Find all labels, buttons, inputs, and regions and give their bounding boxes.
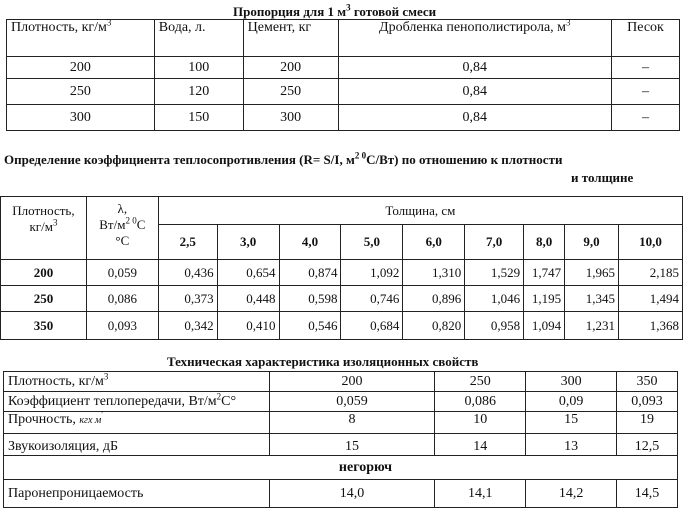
density-cell: 350 [1,312,87,340]
value-cell: 1,310 [403,260,465,286]
table-cell: 0,84 [338,57,612,79]
table-row [7,57,680,79]
lambda-cell: 0,093 [86,312,158,340]
value-cell: 1,195 [524,286,565,312]
density-cell: 200 [1,260,87,286]
table-row [7,105,680,131]
table-cell: 250 [435,372,526,392]
value-cell: 0,410 [217,312,279,340]
thickness-cell: 8,0 [524,225,565,260]
table-cell: 0,093 [617,392,678,412]
table-cell: 250 [7,79,155,105]
table-cell: 100 [154,57,243,79]
table-row [4,392,678,412]
header-water: Вода, л. [154,20,243,57]
table-cell: 14,5 [617,480,678,508]
density-cell: 250 [1,286,87,312]
table-cell: 250 [243,79,338,105]
table-cell: 300 [7,105,155,131]
thickness-cell: 10,0 [619,225,683,260]
value-cell: 0,342 [158,312,217,340]
table2-title: Определение коэффициента теплосопротивления (R= S/I, $м^{2 0}С/Вт$) по отношению к плотности [4,150,563,167]
value-cell: 2,185 [619,260,683,286]
table-row [4,412,678,434]
table-row [1,286,683,312]
thickness-cell: 5,0 [341,225,403,260]
table-cell: 14,2 [526,480,617,508]
lambda-cell: 0,059 [86,260,158,286]
table-cell: 200 [7,57,155,79]
table-cell: 8 [269,412,435,434]
table-cell: 0,059 [269,392,435,412]
value-cell: 1,345 [565,286,619,312]
header-sand: Песок [612,20,680,57]
value-cell: 1,094 [524,312,565,340]
value-cell: 1,092 [341,260,403,286]
table-cell: 19 [617,412,678,434]
table-cell: 200 [269,372,435,392]
row-label: Коэффициент теплопередачи, $Вт/м^2С^\circ$ [4,392,270,412]
value-cell: 0,874 [279,260,341,286]
table-row [7,79,680,105]
row-label: Плотность, $кг/м^3$ [4,372,270,392]
insulation-table [3,371,678,508]
header-polystyrene: Дробленка пенополистирола, $м^3$ [338,20,612,57]
table-cell: – [612,57,680,79]
value-cell: 1,368 [619,312,683,340]
lambda-cell: 0,086 [86,286,158,312]
table-row [4,434,678,456]
table-cell: 0,84 [338,105,612,131]
table-cell: 120 [154,79,243,105]
value-cell: 1,747 [524,260,565,286]
value-cell: 1,231 [565,312,619,340]
row-label: Звукоизоляция, дБ [4,434,270,456]
value-cell: 0,373 [158,286,217,312]
header-density: Плотность, $кг/м^3$ [1,197,87,260]
table-cell: 12,5 [617,434,678,456]
row-label: Паронепроницаемость [4,480,270,508]
table-cell: 150 [154,105,243,131]
header-cement: Цемент, кг [243,20,338,57]
value-cell: 0,896 [403,286,465,312]
value-cell: 0,654 [217,260,279,286]
resistance-table [0,196,683,340]
table-cell: 14,0 [269,480,435,508]
table-cell: 300 [243,105,338,131]
table-cell: – [612,79,680,105]
table-cell: 0,09 [526,392,617,412]
table-row [4,480,678,508]
table1-title: Пропорция для 1 $м^3$ готовой смеси [233,2,437,19]
table-cell: 15 [526,412,617,434]
value-cell: 0,448 [217,286,279,312]
table2-title-line2: и толщине [571,170,634,185]
table-row [4,456,678,480]
table-cell: – [612,105,680,131]
value-cell: 0,820 [403,312,465,340]
value-cell: 0,958 [465,312,524,340]
header-density: Плотность, $кг/м^3$ [7,20,155,57]
thickness-cell: 7,0 [465,225,524,260]
header-thickness: Толщина, см [158,197,682,225]
table-cell: 15 [269,434,435,456]
table-cell: 350 [617,372,678,392]
row-label: Прочность, кгх м' [4,412,270,434]
thickness-cell: 3,0 [217,225,279,260]
thickness-cell: 2,5 [158,225,217,260]
table-row [1,260,683,286]
table3-title: Техническая характеристика изоляционных свойств [167,354,479,369]
thickness-cell: 4,0 [279,225,341,260]
value-cell: 1,965 [565,260,619,286]
value-cell: 0,546 [279,312,341,340]
value-cell: 0,684 [341,312,403,340]
table-row [1,312,683,340]
table-row [4,372,678,392]
table-cell: 14 [435,434,526,456]
table-cell: 14,1 [435,480,526,508]
proportion-table [6,19,680,131]
thickness-cell: 9,0 [565,225,619,260]
table-cell: 300 [526,372,617,392]
value-cell: 1,046 [465,286,524,312]
value-cell: 0,746 [341,286,403,312]
header-lambda: λ, $Вт/м^{2 0}С$ °С [86,197,158,260]
thickness-cell: 6,0 [403,225,465,260]
flammability-cell: негорюч [4,456,678,480]
table-cell: 13 [526,434,617,456]
value-cell: 0,436 [158,260,217,286]
table-cell: 0,84 [338,79,612,105]
table-cell: 10 [435,412,526,434]
value-cell: 1,529 [465,260,524,286]
table-cell: 200 [243,57,338,79]
table-cell: 0,086 [435,392,526,412]
value-cell: 1,494 [619,286,683,312]
value-cell: 0,598 [279,286,341,312]
